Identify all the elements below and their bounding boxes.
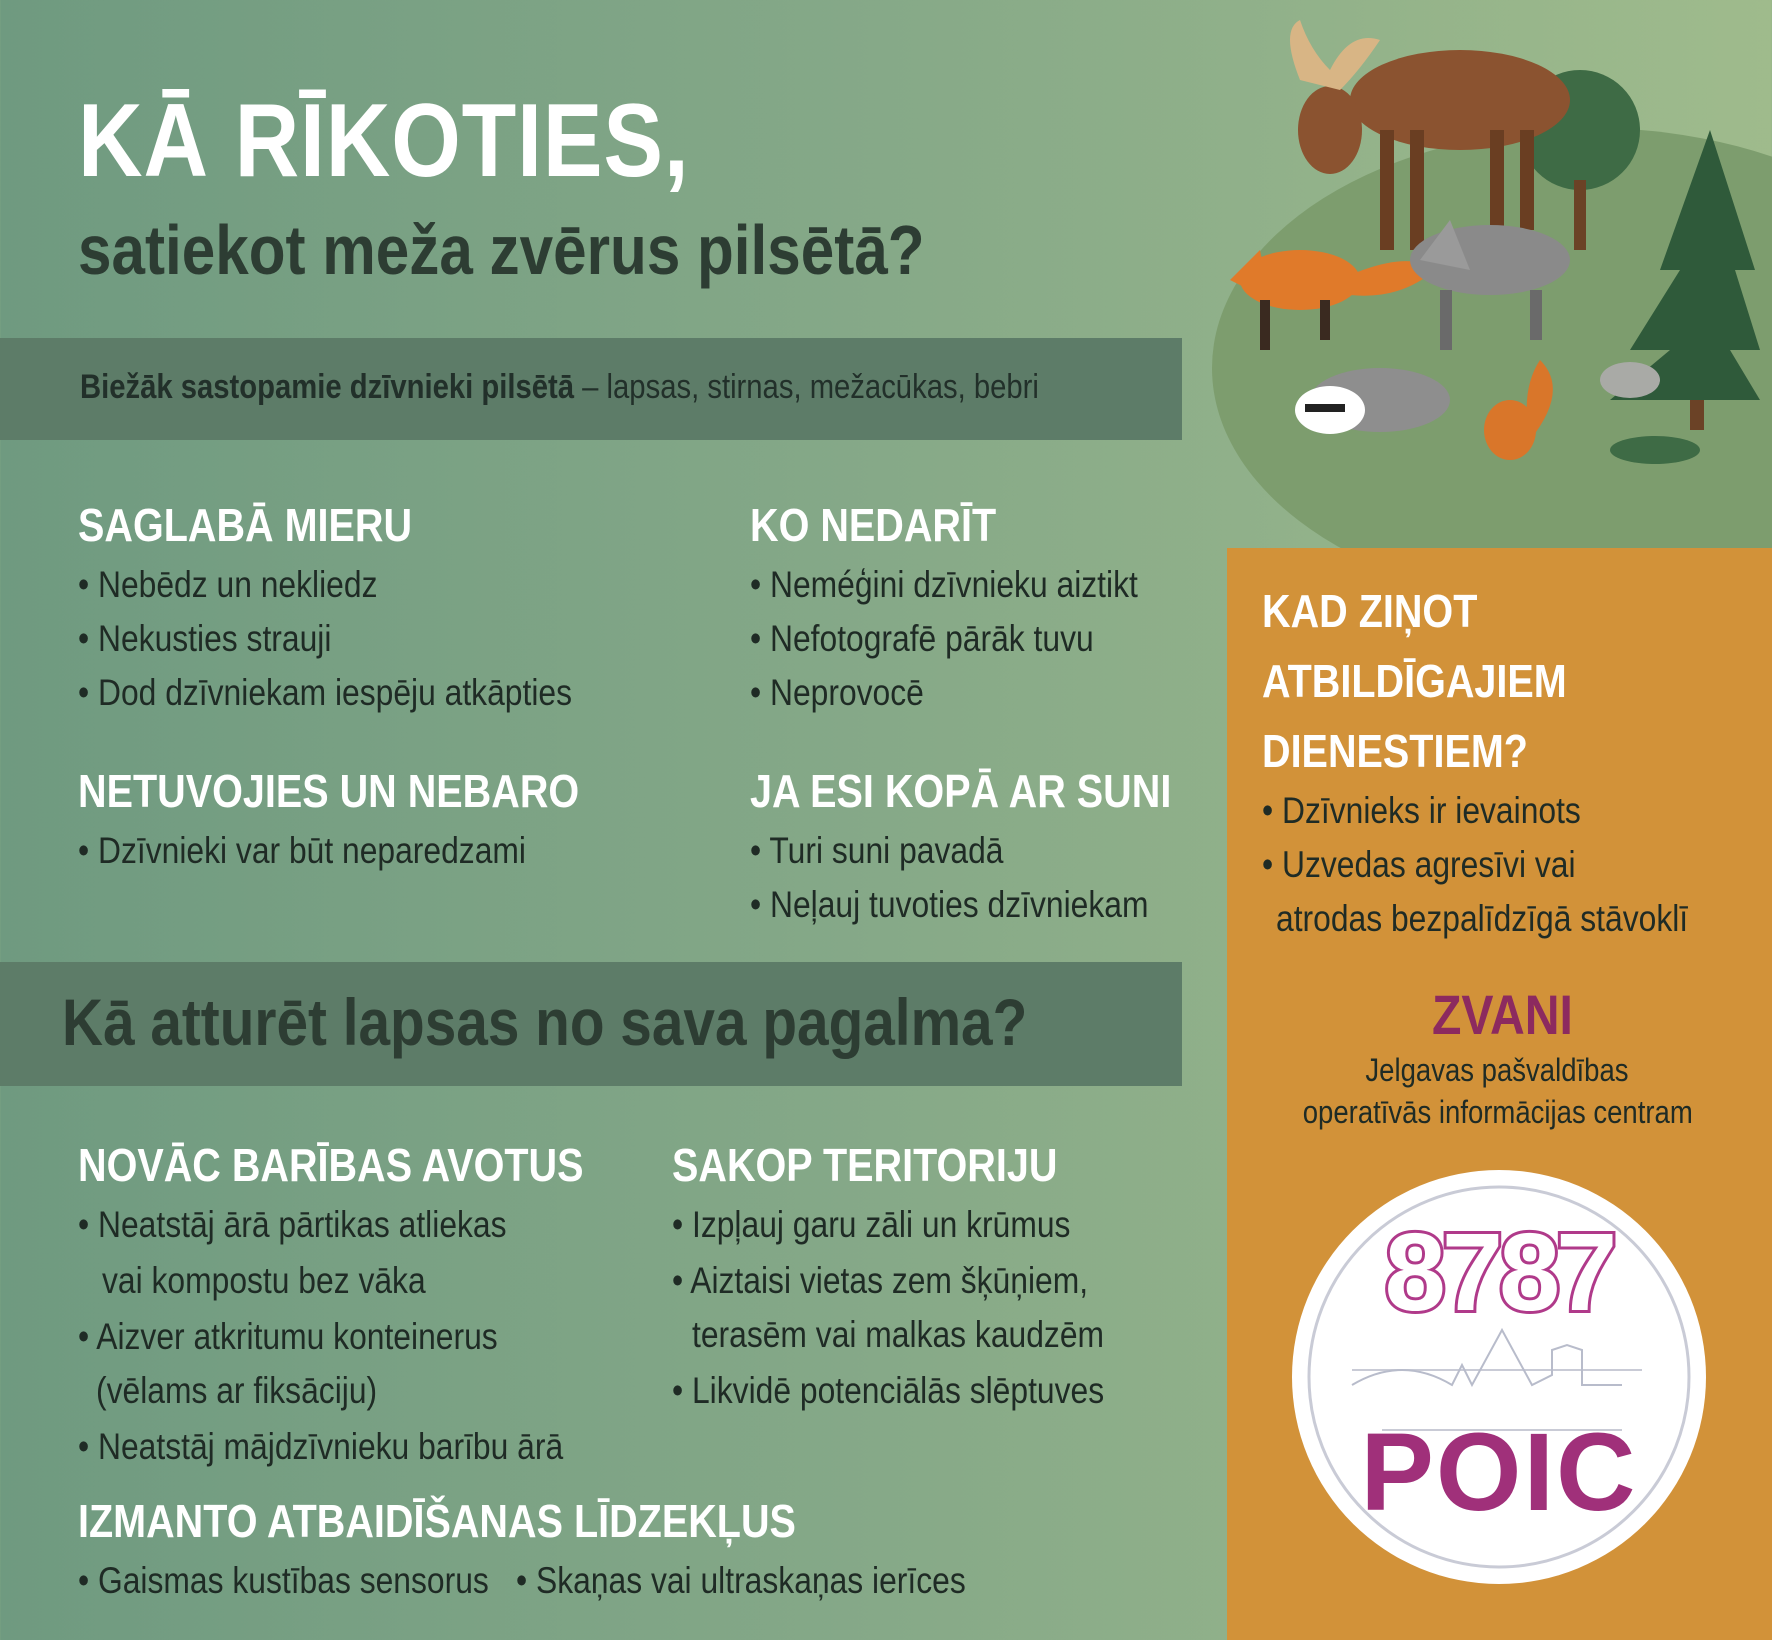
list-item-continued: (vēlams ar fiksāciju) xyxy=(96,1370,378,1411)
deterrents-heading: IZMANTO ATBAIDĪŠANAS LĪDZEKĻUS xyxy=(78,1495,796,1547)
common-animals-list: – lapsas, stirnas, mežacūkas, bebri xyxy=(574,368,1039,406)
list-item: • Nebēdz un nekliedz xyxy=(78,564,378,605)
list-item: • Nekusties strauji xyxy=(78,618,332,659)
report-heading: KAD ZIŅOT ATBILDĪGAJIEM DIENESTIEM? xyxy=(1262,585,1567,777)
list-item: • Likvidē potenciālās slēptuves xyxy=(672,1370,1105,1411)
keep-calm-heading: SAGLABĀ MIERU xyxy=(78,499,413,551)
list-item-continued: terasēm vai malkas kaudzēm xyxy=(692,1314,1105,1355)
page-title: KĀ RĪKOTIES, xyxy=(78,83,690,199)
with-dog-heading: JA ESI KOPĀ AR SUNI xyxy=(750,765,1172,817)
moose-icon xyxy=(1290,20,1570,250)
wolf-icon xyxy=(1410,220,1570,350)
list-item: • Izpļauj garu zāli un krūmus xyxy=(672,1204,1071,1245)
list-item: • Dzīvnieki var būt neparedzami xyxy=(78,830,526,871)
page-subtitle: satiekot meža zvērus pilsētā? xyxy=(78,211,925,289)
food-sources-heading: NOVĀC BARĪBAS AVOTUS xyxy=(78,1139,584,1191)
call-recipient-line2: operatīvās informācijas centram xyxy=(1302,1094,1694,1130)
list-item-continued: vai kompostu bez vāka xyxy=(102,1260,426,1301)
territory-heading: SAKOP TERITORIJU xyxy=(672,1139,1058,1191)
fox-question-heading: Kā atturēt lapsas no sava pagalma? xyxy=(62,985,1028,1059)
forest-animals-illustration xyxy=(1190,10,1772,530)
city-skyline-icon xyxy=(1352,1330,1622,1385)
bush-icon xyxy=(1610,436,1700,464)
call-heading: ZVANI xyxy=(1432,983,1573,1046)
list-item: • Skaņas vai ultraskaņas ierīces xyxy=(516,1560,966,1601)
list-item-continued: atrodas bezpalīdzīgā stāvoklī xyxy=(1276,898,1689,939)
poic-logo-graphic xyxy=(1292,1170,1706,1584)
list-item: • Dod dzīvniekam iespēju atkāpties xyxy=(78,672,573,713)
list-item: • Aiztaisi vietas zem šķūņiem, xyxy=(672,1260,1089,1301)
common-animals-text xyxy=(80,368,1195,407)
list-item: • Neļauj tuvoties dzīvniekam xyxy=(750,884,1149,925)
list-item: • Turi suni pavadā xyxy=(750,830,1004,871)
poic-name: POIC xyxy=(1360,1411,1638,1534)
list-item: • Neatstāj mājdzīvnieku barību ārā xyxy=(78,1426,564,1467)
list-item: • Nefotografē pārāk tuvu xyxy=(750,618,1094,659)
list-item: • Gaismas kustības sensorus xyxy=(78,1560,489,1601)
list-item: • Uzvedas agresīvi vai xyxy=(1262,844,1576,885)
list-item: • Aizver atkritumu konteinerus xyxy=(78,1316,498,1357)
call-recipient-line1: Jelgavas pašvaldības xyxy=(1365,1052,1629,1088)
squirrel-icon xyxy=(1484,360,1553,460)
list-item: • Neprovocē xyxy=(750,672,924,713)
common-animals-bold: Biežāk sastopamie dzīvnieki pilsētā xyxy=(80,368,575,406)
pine-tree-icon xyxy=(1610,130,1760,400)
no-approach-heading: NETUVOJIES UN NEBARO xyxy=(78,765,580,817)
list-item: • Neméģini dzīvnieku aiztikt xyxy=(750,564,1138,605)
fox-icon xyxy=(1230,250,1435,350)
dont-do-heading: KO NEDARĪT xyxy=(750,499,997,551)
rock-icon xyxy=(1600,362,1660,398)
list-item: • Dzīvnieks ir ievainots xyxy=(1262,790,1581,831)
list-item: • Neatstāj ārā pārtikas atliekas xyxy=(78,1204,507,1245)
poic-number: 8787 xyxy=(1384,1211,1614,1334)
badger-icon xyxy=(1295,368,1450,434)
